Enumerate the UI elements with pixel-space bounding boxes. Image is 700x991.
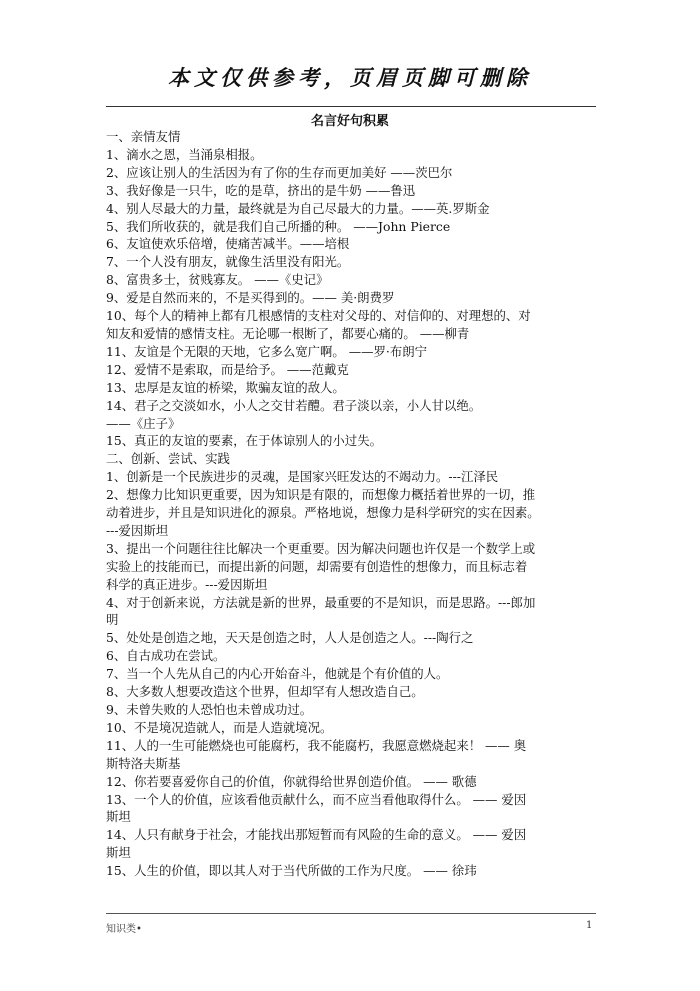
text-line: 2、应该让别人的生活因为有了你的生存而更加美好 ——茨巴尔 <box>106 164 453 180</box>
text-line: 9、爱是自然而来的，不是买得到的。—— 美·朗费罗 <box>106 290 395 306</box>
footer-label: 知识类• <box>106 924 142 935</box>
text-line: ——《庄子》 <box>106 415 181 431</box>
footer-rule <box>106 913 596 914</box>
text-line: 7、当一个人先从自己的内心开始奋斗，他就是个有价值的人。 <box>106 666 449 682</box>
text-line: 斯坦 <box>106 809 131 825</box>
text-line: 斯坦 <box>106 845 131 861</box>
text-line: 9、未曾失败的人恐怕也未曾成功过。 <box>106 702 313 717</box>
text-line: 2、想像力比知识更重要，因为知识是有限的，而想像力概括着世界的一切，推 <box>106 487 536 503</box>
text-line: 3、提出一个问题往往比解决一个更重要。因为解决问题也许仅是一个数学上或 <box>106 540 536 556</box>
header-note: 本文仅供参考，页眉页脚可删除 <box>168 66 532 90</box>
text-line: 1、创新是一个民族进步的灵魂，是国家兴旺发达的不竭动力。---江泽民 <box>106 469 499 485</box>
text-line: 13、忠厚是友谊的桥梁，欺骗友谊的敌人。 <box>106 379 345 395</box>
text-line: 12、爱情不是索取，而是给予。 ——范戴克 <box>106 361 349 377</box>
text-line: 5、处处是创造之地，天天是创造之时，人人是创造之人。---陶行之 <box>106 630 474 646</box>
text-line: 6、友谊使欢乐倍增，使痛苦减半。——培根 <box>106 236 350 252</box>
text-line: 明 <box>106 612 119 628</box>
text-line: 8、富贵多士，贫贱寡友。 ——《史记》 <box>106 272 329 288</box>
text-line: 一、亲情友情 <box>106 129 181 144</box>
text-line: 实验上的技能而已，而提出新的问题，却需要有创造性的想像力，而且标志着 <box>106 558 528 574</box>
document-title: 名言好句积累 <box>310 114 389 129</box>
text-line: 1、滴水之恩，当涌泉相报。 <box>106 146 263 162</box>
text-line: 10、每个人的精神上都有几根感情的支柱对父母的、对信仰的、对理想的、对 <box>106 308 531 324</box>
text-line: 15、真正的友谊的要素，在于体谅别人的小过失。 <box>106 433 382 449</box>
text-line: 二、创新、尝试、实践 <box>106 451 230 467</box>
text-line: 13、一个人的价值，应该看他贡献什么，而不应当看他取得什么。 —— 爱因 <box>106 791 527 807</box>
text-line: 4、别人尽最大的力量，最终就是为自己尽最大的力量。——英.罗斯金 <box>106 200 490 216</box>
text-line: 4、对于创新来说，方法就是新的世界，最重要的不是知识，而是思路。---郎加 <box>106 594 536 610</box>
text-line: 14、君子之交淡如水，小人之交甘若醴。君子淡以亲，小人甘以绝。 <box>106 397 482 413</box>
text-line: 11、人的一生可能燃烧也可能腐朽，我不能腐朽，我愿意燃烧起来！ —— 奥 <box>106 737 527 753</box>
text-line: 14、人只有献身于社会，才能找出那短暂而有风险的生命的意义。 —— 爱因 <box>106 827 527 843</box>
header-rule <box>106 106 596 107</box>
text-line: 动着进步，并且是知识进化的源泉。严格地说，想像力是科学研究的实在因素。 <box>106 505 540 521</box>
text-line: 6、自古成功在尝试。 <box>106 648 226 664</box>
text-line: 8、大多数人想要改造这个世界，但却罕有人想改造自己。 <box>106 684 424 700</box>
text-line: 15、人生的价值，即以其人对于当代所做的工作为尺度。 —— 徐玮 <box>106 863 477 879</box>
text-line: 知友和爱情的感情支柱。无论哪一根断了，都要心痛的。 ——柳青 <box>106 325 470 341</box>
text-line: 3、我好像是一只牛，吃的是草，挤出的是牛奶 ——鲁迅 <box>106 182 416 198</box>
text-line: 科学的真正进步。---爱因斯坦 <box>106 576 268 592</box>
text-line: 10、不是境况造就人，而是人造就境况。 <box>106 719 333 735</box>
quote-list <box>106 128 596 880</box>
text-line: 12、你若要喜爱你自己的价值，你就得给世界创造价值。 —— 歌德 <box>106 773 477 789</box>
text-line: 7、一个人没有朋友，就像生活里没有阳光。 <box>106 254 350 270</box>
text-line: 5、我们所收获的，就是我们自己所播的种。 ——John Pierce <box>106 218 451 234</box>
text-line: 斯特洛夫斯基 <box>106 755 181 771</box>
page-number: 1 <box>586 920 593 931</box>
text-line: ---爱因斯坦 <box>106 522 169 538</box>
text-line: 11、友谊是个无限的天地，它多么宽广啊。 ——罗·布朗宁 <box>106 343 428 359</box>
